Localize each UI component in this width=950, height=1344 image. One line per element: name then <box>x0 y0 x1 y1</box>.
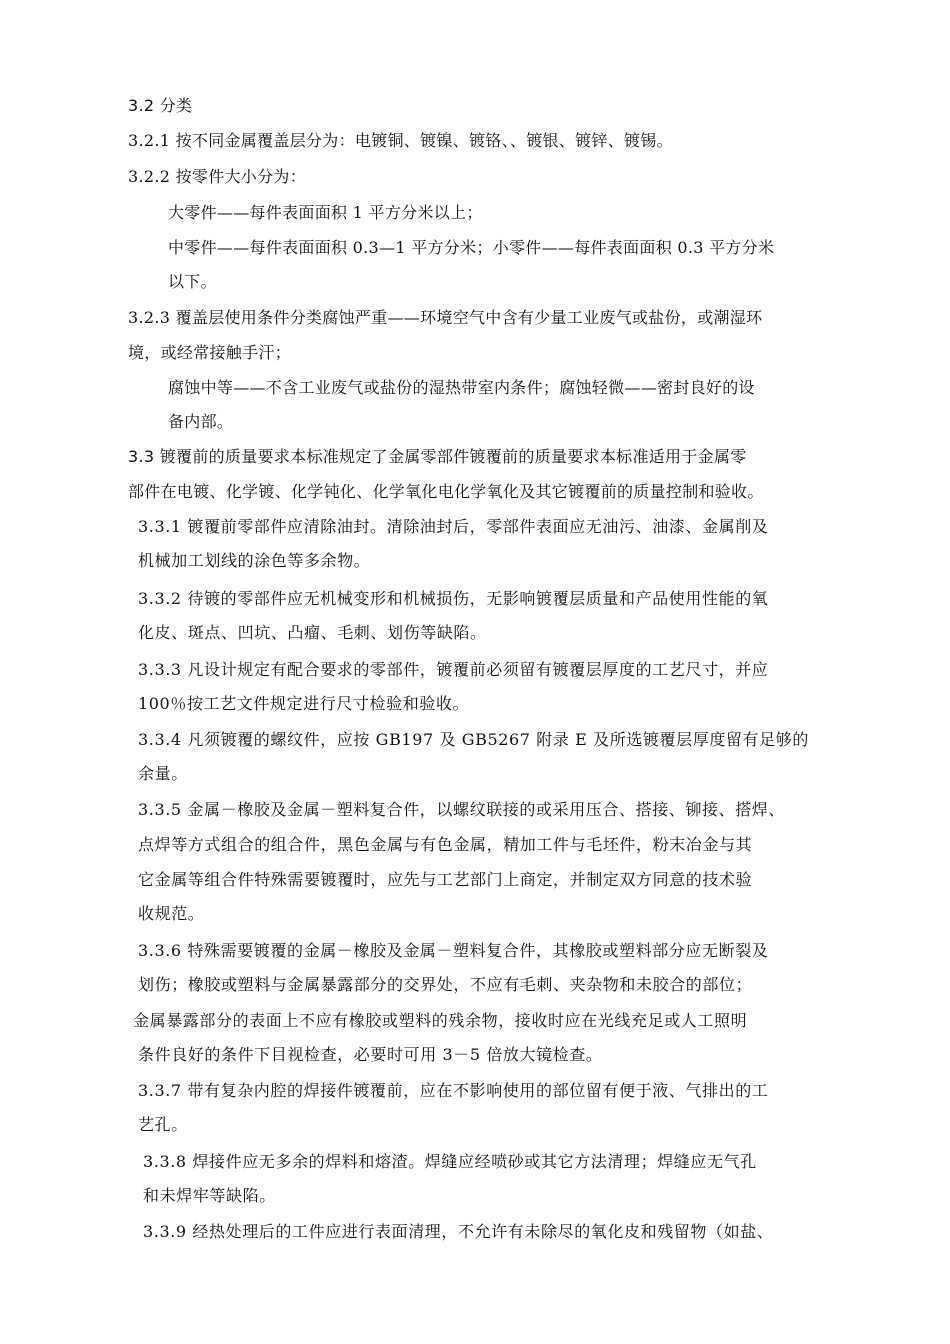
clause-3-3-5-line-4: 收规范。 <box>138 904 205 923</box>
clause-3-3-6-line-4: 条件良好的条件下目视检查，必要时可用 3－5 倍放大镜检查。 <box>138 1045 603 1064</box>
clause-3-3-8-line-1: 3.3.8 焊接件应无多余的焊料和熔渣。焊缝应经喷砂或其它方法清理；焊缝应无气孔 <box>143 1152 757 1171</box>
section-3-3-intro-line-2: 部件在电镀、化学镀、化学钝化、化学氧化电化学氧化及其它镀覆前的质量控制和验收。 <box>128 482 764 501</box>
clause-3-2-2-line-3: 以下。 <box>168 272 217 291</box>
clause-3-3-8-line-2: 和未焊牢等缺陷。 <box>143 1186 276 1205</box>
clause-3-3-2-line-2: 化皮、斑点、凹坑、凸瘤、毛刺、划伤等缺陷。 <box>138 623 487 642</box>
clause-3-3-6-line-2: 划伤；橡胶或塑料与金属暴露部分的交界处，不应有毛刺、夹杂物和未胶合的部位； <box>138 975 753 994</box>
section-3-3-intro-line-1 <box>128 446 747 468</box>
clause-3-3-1-line-2: 机械加工划线的涂色等多余物。 <box>138 551 371 570</box>
section-3-3-heading: 3.3 镀覆前的质量要求 <box>128 447 291 466</box>
clause-3-3-1-line-1: 3.3.1 镀覆前零部件应清除油封。清除油封后，零部件表面应无油污、油漆、金属削及 <box>138 517 769 536</box>
clause-3-3-5-line-1: 3.3.5 金属－橡胶及金属－塑料复合件，以螺纹联接的或采用压合、搭接、铆接、搭焊、 <box>138 800 785 819</box>
clause-3-3-3-line-2: 100％按工艺文件规定进行尺寸检验和验收。 <box>138 694 470 713</box>
section-3-2-heading: 3.2 分类 <box>128 96 193 115</box>
clause-3-3-2-line-1: 3.3.2 待镀的零部件应无机械变形和机械损伤，无影响镀覆层质量和产品使用性能的氧 <box>138 589 769 608</box>
clause-3-3-9-line-1: 3.3.9 经热处理后的工件应进行表面清理，不允许有未除尽的氧化皮和残留物（如盐、 <box>143 1222 774 1241</box>
clause-3-3-6-line-1: 3.3.6 特殊需要镀覆的金属－橡胶及金属－塑料复合件，其橡胶或塑料部分应无断裂及 <box>138 941 769 960</box>
clause-3-3-4-line-1: 3.3.4 凡须镀覆的螺纹件，应按 GB197 及 GB5267 附录 E 及所选镀覆层厚度留有足够的 <box>138 730 809 749</box>
clause-3-2-3-line-4: 备内部。 <box>168 412 234 431</box>
section-3-3-intro-text: 本标准规定了金属零部件镀覆前的质量要求本标准适用于金属零 <box>290 447 747 466</box>
clause-3-3-5-line-3: 它金属等组合件特殊需要镀覆时，应先与工艺部门上商定，并制定双方同意的技术验 <box>138 870 753 889</box>
clause-3-2-2-line-1: 大零件——每件表面面积 1 平方分米以上； <box>168 203 483 222</box>
clause-3-2-3-line-3: 腐蚀中等——不含工业废气或盐份的湿热带室内条件；腐蚀轻微——密封良好的设 <box>168 378 755 397</box>
clause-3-2-2-line-2: 中零件——每件表面面积 0.3—1 平方分米；小零件——每件表面面积 0.3 平方分米 <box>168 238 775 257</box>
clause-3-2-3-line-2: 境，或经常接触手汗； <box>128 343 292 362</box>
clause-3-2-3-line-1: 3.2.3 覆盖层使用条件分类腐蚀严重——环境空气中含有少量工业废气或盐份，或潮湿环 <box>128 308 763 327</box>
clause-3-3-6-line-3: 金属暴露部分的表面上不应有橡胶或塑料的残余物，接收时应在光线充足或人工照明 <box>133 1011 748 1030</box>
clause-3-3-7-line-1: 3.3.7 带有复杂内腔的焊接件镀覆前，应在不影响使用的部位留有便于液、气排出的工 <box>138 1081 769 1100</box>
clause-3-3-3-line-1: 3.3.3 凡设计规定有配合要求的零部件，镀覆前必须留有镀覆层厚度的工艺尺寸，并应 <box>138 660 769 679</box>
clause-3-2-1: 3.2.1 按不同金属覆盖层分为：电镀铜、镀镍、镀铬、、镀银、镀锌、镀锡。 <box>128 131 673 150</box>
clause-3-3-7-line-2: 艺孔。 <box>138 1115 188 1134</box>
clause-3-3-5-line-2: 点焊等方式组合的组合件，黑色金属与有色金属，精加工件与毛坯件，粉末冶金与其 <box>138 835 753 854</box>
clause-3-2-2-title: 3.2.2 按零件大小分为： <box>128 167 306 186</box>
clause-3-3-4-line-2: 余量。 <box>138 764 188 783</box>
